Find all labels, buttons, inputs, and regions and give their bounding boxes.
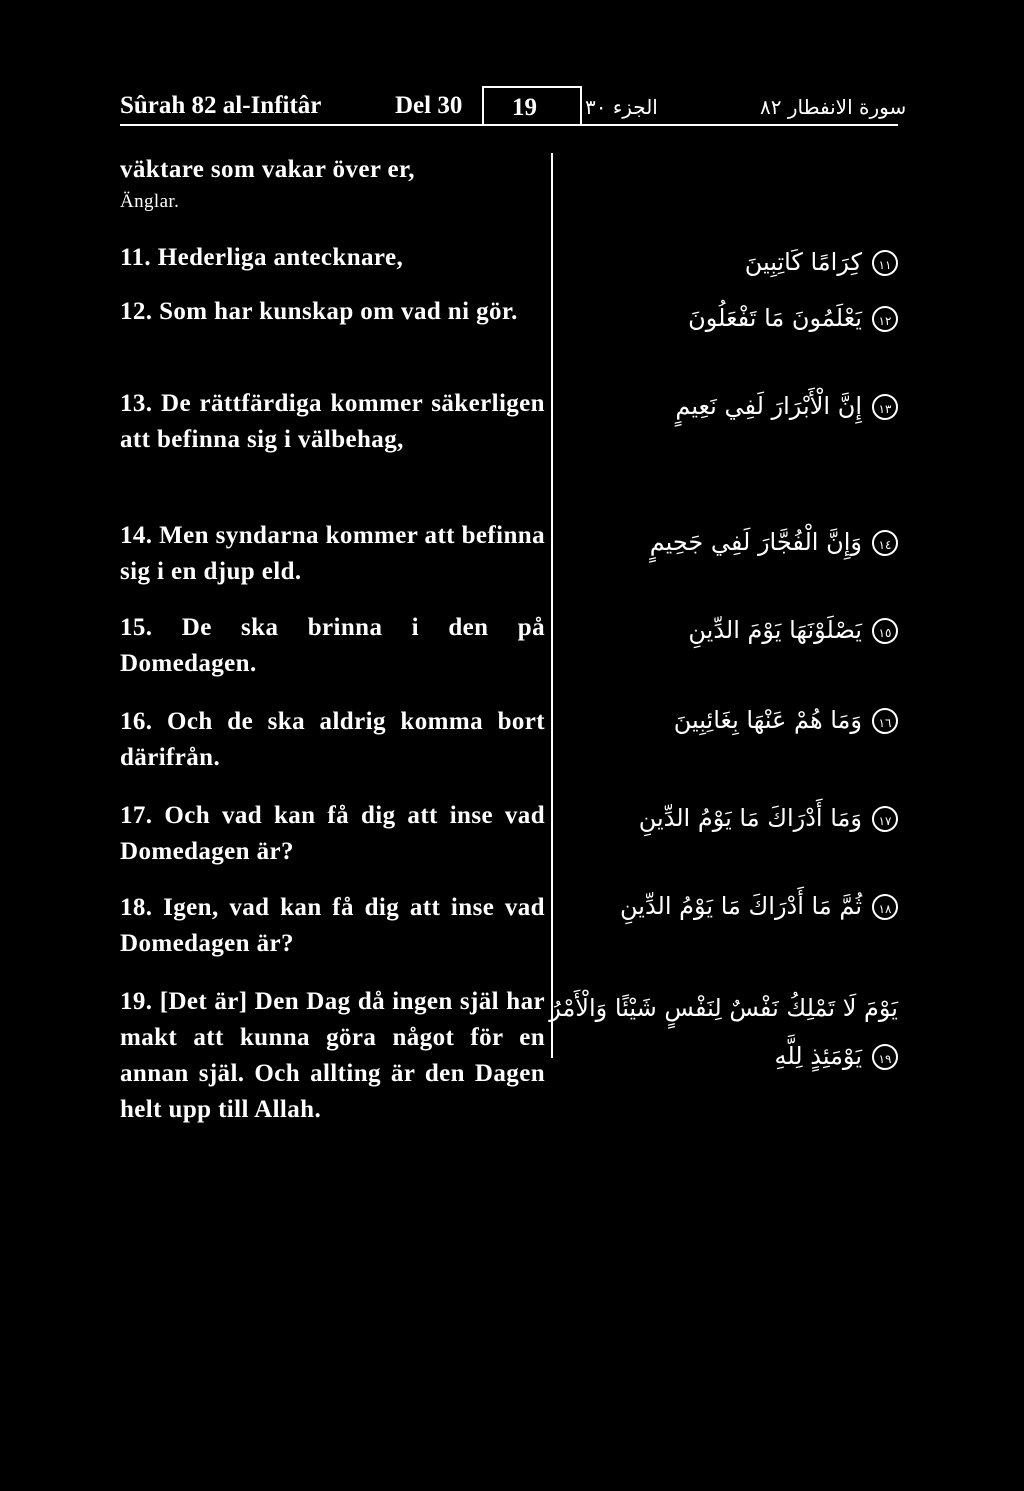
ayah-number-marker: ١٦ xyxy=(872,708,898,734)
verse-17-arabic: ١٧وَمَا أَدْرَاكَ مَا يَوْمُ الدِّينِ xyxy=(600,798,898,838)
verse-10-text: väktare som vakar över er, xyxy=(120,156,415,183)
verse-11-text: 11. Hederliga antecknare, xyxy=(120,244,404,271)
verse-12-text: 12. Som har kunskap om vad ni gör. xyxy=(120,298,518,325)
arabic-surah-title: سورة الانفطار ٨٢ xyxy=(760,95,907,119)
verse-15-arabic: ١٥يَصْلَوْنَهَا يَوْمَ الدِّينِ xyxy=(600,610,898,650)
page-number-box xyxy=(482,86,582,124)
verse-14-text: 14. Men syndarna kommer att befinna sig i en djup eld. xyxy=(120,522,545,585)
verse-19-arabic-line1: يَوْمَ لَا تَمْلِكُ نَفْسٌ لِنَفْسٍ شَيْئًا وَالْأَمْرُ xyxy=(549,994,898,1022)
verse-12-arabic: ١٢يَعْلَمُونَ مَا تَفْعَلُونَ xyxy=(600,298,898,338)
arabic-juz-label: الجزء ٣٠ xyxy=(585,95,658,119)
ayah-number-marker: ١١ xyxy=(872,250,898,276)
verse-13-text: 13. De rättfärdiga kommer säkerligen att befinna sig i välbehag, xyxy=(120,390,545,453)
verse-18-text: 18. Igen, vad kan få dig att inse vad Domedagen är? xyxy=(120,894,545,957)
verse-15-text: 15. De ska brinna i den på Domedagen. xyxy=(120,614,545,677)
verse-11-arabic: ١١كِرَامًا كَاتِبِينَ xyxy=(600,242,898,282)
surah-title: Sûrah 82 al-Infitâr xyxy=(120,92,322,119)
page-header xyxy=(120,86,907,126)
ayah-number-marker: ١٧ xyxy=(872,806,898,832)
part-label: Del 30 xyxy=(395,92,463,119)
ayah-number-marker: ١٨ xyxy=(872,894,898,920)
verse-10-note: Änglar. xyxy=(120,191,180,212)
ayah-number-marker: ١٩ xyxy=(872,1044,898,1070)
verse-19-arabic-line2: ١٩يَوْمَئِذٍ لِلَّهِ xyxy=(600,1036,898,1076)
column-divider xyxy=(551,153,553,1058)
header-rule xyxy=(120,124,898,126)
ayah-number-marker: ١٣ xyxy=(872,394,898,420)
ayah-number-marker: ١٢ xyxy=(872,306,898,332)
verse-17-text: 17. Och vad kan få dig att inse vad Domedagen är? xyxy=(120,802,545,865)
ayah-number-marker: ١٤ xyxy=(872,530,898,556)
verse-16-text: 16. Och de ska aldrig komma bort därifrån. xyxy=(120,708,545,771)
verse-18-arabic: ١٨ثُمَّ مَا أَدْرَاكَ مَا يَوْمُ الدِّينِ xyxy=(600,886,898,926)
page-number: 19 xyxy=(512,94,537,121)
verse-16-arabic: ١٦وَمَا هُمْ عَنْهَا بِغَائِبِينَ xyxy=(600,700,898,740)
verse-14-arabic: ١٤وَإِنَّ الْفُجَّارَ لَفِي جَحِيمٍ xyxy=(600,522,898,562)
verse-13-arabic: ١٣إِنَّ الْأَبْرَارَ لَفِي نَعِيمٍ xyxy=(600,386,898,426)
verse-19-text: 19. [Det är] Den Dag då ingen själ har makt att kunna göra något för en annan själ. Och allting är den Dagen helt upp till Allah. xyxy=(120,988,545,1123)
ayah-number-marker: ١٥ xyxy=(872,618,898,644)
